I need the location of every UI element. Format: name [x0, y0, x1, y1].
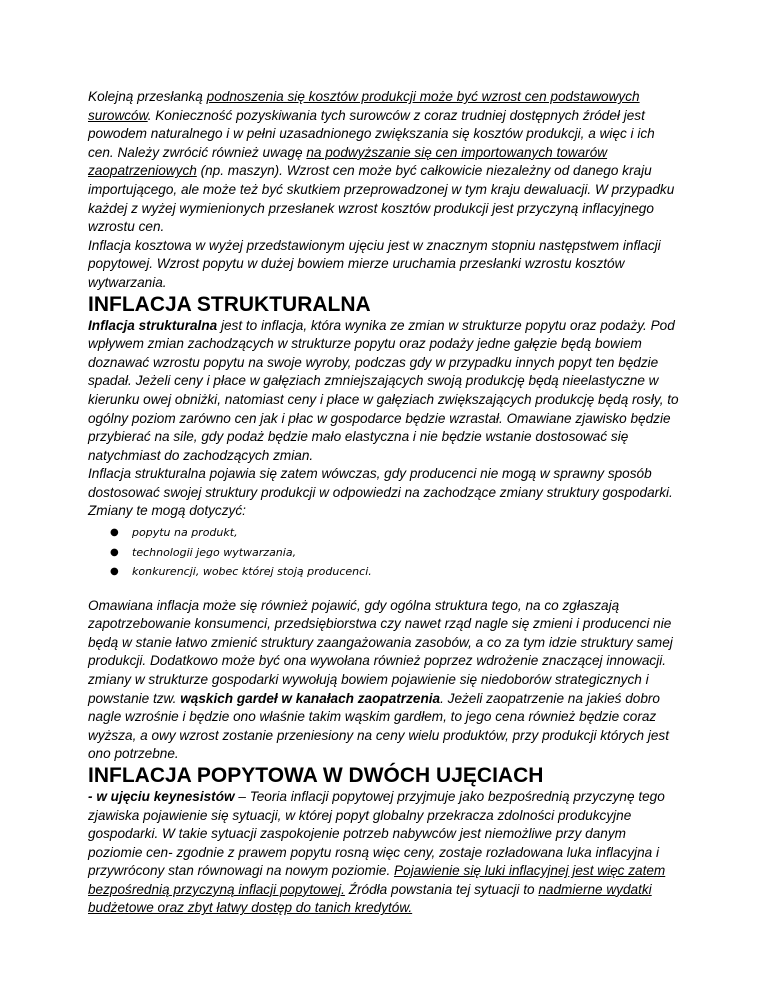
bold-term: wąskich gardeł w kanałach zaopatrzenia: [180, 690, 441, 706]
text: . Jeżeli zaopatrzenie na jakieś dobro nagle wzrośnie i będzie ono właśnie takim wąskim gardłem, to jego cena również będzie coraz wyższa, a owy wzrost zostanie przeniesiony na ceny wielu produktów, przy produkcji których jest ono potrzebne.: [88, 690, 670, 762]
text: (np. maszyn). Wzrost cen może być całkowicie niezależny od danego kraju importującego, ale może też być skutkiem przeprowadzonej w tym kraju dewaluacji. W przypadku każdej z wyżej wymienionych przesłanek wzrost kosztów produkcji jest przyczyną inflacyjnego wzrostu cen.: [88, 163, 675, 235]
spacer: [88, 582, 680, 597]
paragraph-keynesisci: [88, 788, 680, 918]
text: Źródła powstania tej sytuacji to: [344, 881, 539, 897]
paragraph-definicja: [88, 317, 680, 466]
list-item: ● konkurencji, wobec której stoją producenci.: [110, 562, 680, 582]
heading-inflacja-popytowa: INFLACJA POPYTOWA W DWÓCH UJĘCIACH: [88, 763, 544, 787]
list-item: ● technologii jego wytwarzania,: [110, 543, 680, 563]
text: . Konieczność pozyskiwania tych surowców z coraz trudniej dostępnych źródeł jest powodem naturalnego i w pełni uzasadnionego zwiększania się kosztów produkcji, a więc i ich cen. Należy zwrócić również uwagę: [88, 107, 655, 160]
document-page: [88, 88, 680, 918]
paragraph-surowce: [88, 88, 680, 237]
bullet-list: [88, 523, 680, 582]
paragraph-zmiany: Inflacja strukturalna pojawia się zatem wówczas, gdy producenci nie mogą w sprawny sposób dostosować swojej struktury produkcji w odpowiedzi na zachodzące zmiany struktury gospodarki. Zmiany te mogą dotyczyć:: [88, 466, 673, 519]
bold-term: Inflacja strukturalna: [88, 317, 218, 333]
bold-term: w ujęciu keynesistów: [96, 788, 235, 804]
list-item: ● popytu na produkt,: [110, 523, 680, 543]
underlined-text: Pojawienie się luki inflacyjnej jest więc zatem bezpośrednią przyczyną inflacji popytowej.: [88, 863, 666, 897]
paragraph-inflacja-kosztowa: Inflacja kosztowa w wyżej przedstawionym ujęciu jest w znacznym stopniu następstwem inflacji popytowej. Wzrost popytu w dużej bowiem mierze uruchamia przesłanki wzrostu kosztów wytwarzania.: [88, 237, 661, 290]
underlined-text: podnoszenia się kosztów produkcji może być wzrost cen podstawowych surowców: [88, 89, 640, 123]
text: Omawiana inflacja może się również pojawić, gdy ogólna struktura tego, na co zgłaszają zapotrzebowanie konsumenci, przedsiębiorstwa czy nawet rząd nagle się zmieni i producenci nie będą w stanie łatwo zmienić struktury zaangażowania zasobów, a co za tym idzie struktury samej produkcji. Dodatkowo może być ona wywołana również poprzez wdrożenie znaczącej innowacji. zmiany w strukturze gospodarki wywołują bowiem pojawienie się niedoborów strategicznych i powstanie tzw.: [88, 597, 673, 706]
heading-inflacja-strukturalna: INFLACJA STRUKTURALNA: [88, 292, 371, 316]
underlined-text: nadmierne wydatki budżetowe oraz zbyt łatwy dostęp do tanich kredytów.: [88, 881, 652, 916]
text: -: [88, 788, 97, 804]
text: – Teoria inflacji popytowej przyjmuje jako bezpośrednią przyczynę tego zjawiska pojawienie się sytuacji, w której popyt globalny przekracza zdolności produkcyjne gospodarki. W takie sytuacji zaspokojenie potrzeb nabywców jest niemożliwe przy danym poziomie cen- zgodnie z prawem popytu rosną więc ceny, zostaje rozładowana luka inflacyjna i przywrócony stan równowagi na nowym poziomie.: [88, 788, 665, 879]
underlined-text: na podwyższanie się cen importowanych towarów zaopatrzeniowych: [88, 144, 608, 179]
text: Kolejną przesłanką: [88, 89, 207, 104]
paragraph-waskie-gardla: [88, 597, 680, 764]
text: jest to inflacja, która wynika ze zmian w strukturze popytu oraz podaży. Pod wpływem zmian zachodzących w strukturze popytu oraz podaży jedne gałęzie będą bowiem doznawać wzrostu popytu na swoje wyroby, podczas gdy w przypadku innych popyt ten będzie spadał. Jeżeli ceny i płace w gałęziach zmniejszających swoją produkcję będą nieelastyczne w kierunku owej obniżki, natomiast ceny i płace w gałęziach zwiększających produkcję będą rosły, to ogólny poziom zarówno cen jak i płac w gospodarce będzie wzrastał. Omawiane zjawisko będzie przybierać na sile, gdy podaż będzie mało elastyczna i nie będzie wstanie dostosować się natychmiast do zachodzących zmian.: [88, 317, 679, 463]
